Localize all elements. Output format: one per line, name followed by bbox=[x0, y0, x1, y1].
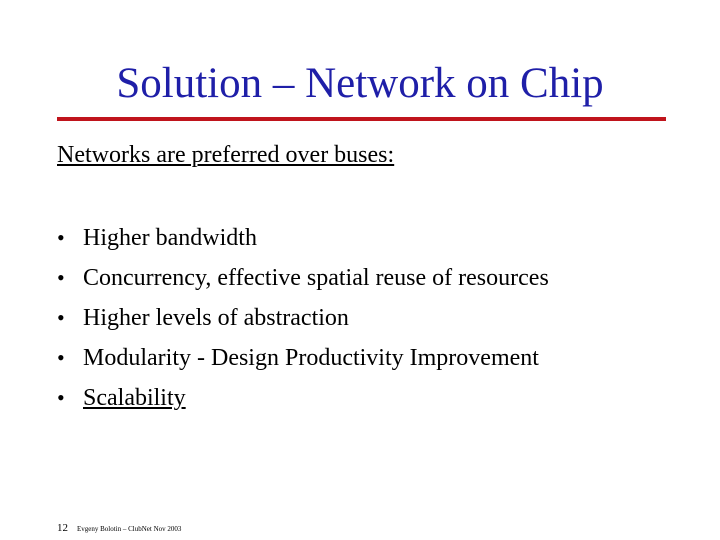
footer-text: Evgeny Bolotin – ClubNet Nov 2003 bbox=[77, 525, 182, 533]
bullet-text: Scalability bbox=[83, 385, 186, 411]
slide-title: Solution – Network on Chip bbox=[116, 60, 604, 107]
bullet-icon: • bbox=[57, 305, 65, 330]
list-item bbox=[57, 218, 549, 258]
bullet-text: Modularity - Design Productivity Improvement bbox=[83, 345, 539, 371]
page-number: 12 bbox=[57, 522, 68, 534]
bullet-list bbox=[57, 218, 549, 418]
bullet-text: Higher bandwidth bbox=[83, 225, 257, 251]
intro-text: Networks are preferred over buses: bbox=[57, 142, 395, 168]
bullet-icon: • bbox=[57, 385, 65, 410]
bullet-text: Concurrency, effective spatial reuse of resources bbox=[83, 265, 549, 291]
bullet-icon: • bbox=[57, 345, 65, 370]
list-item bbox=[57, 298, 549, 338]
bullet-icon: • bbox=[57, 265, 65, 290]
bullet-text: Higher levels of abstraction bbox=[83, 305, 349, 331]
list-item bbox=[57, 258, 549, 298]
slide-footer bbox=[57, 522, 181, 536]
title-divider bbox=[57, 117, 666, 121]
list-item bbox=[57, 338, 549, 378]
bullet-icon: • bbox=[57, 225, 65, 250]
list-item bbox=[57, 378, 549, 418]
